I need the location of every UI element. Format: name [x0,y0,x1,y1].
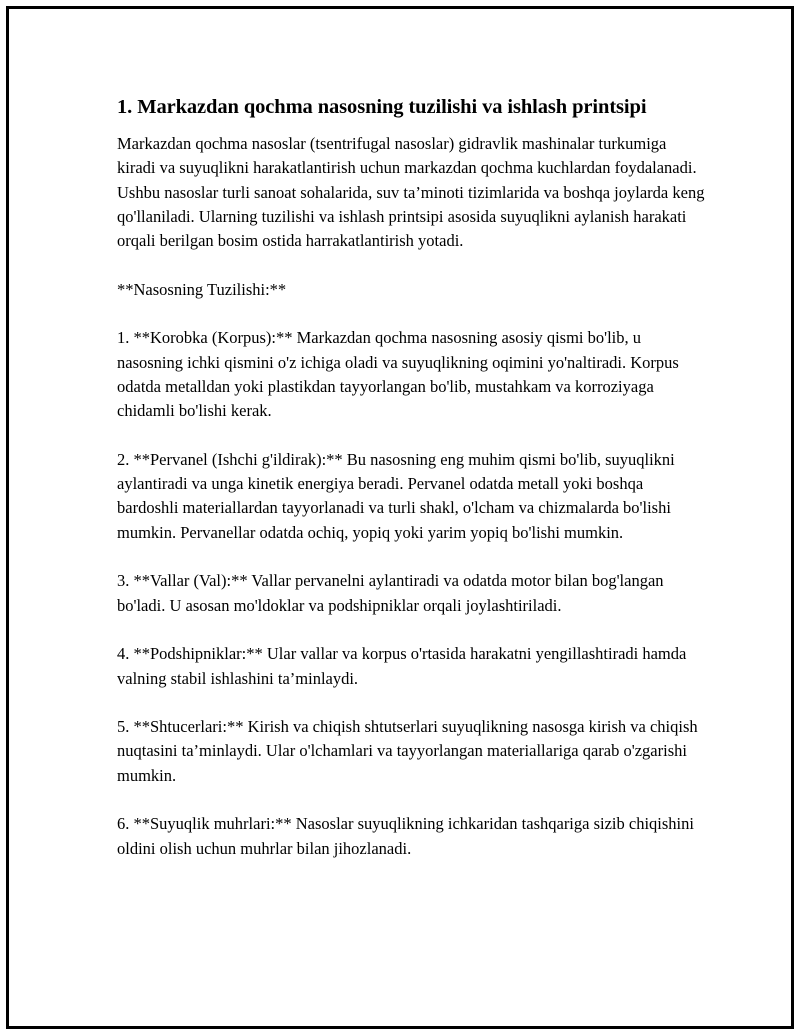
document-body [117,94,707,861]
intro-paragraph: Markazdan qochma nasoslar (tsentrifugal nasoslar) gidravlik mashinalar turkumiga kiradi va suyuqlikni harakatlantirish uchun markazdan qochma kuchlardan foydalanadi. Ushbu nasoslar turli sanoat sohalarida, suv ta’minoti tizimlarida va boshqa joylarda keng qo'llaniladi. Ularning tuzilishi va ishlash printsipi asosida suyuqlikni aylanish harakati orqali berilgan bosim ostida harrakatlantirish yotadi. [117,134,705,251]
list-item-podshipniklar: 4. **Podshipniklar:** Ular vallar va korpus o'rtasida harakatni yengillashtiradi hamda valning stabil ishlashini ta’minlaydi. [117,644,687,688]
section-heading: **Nasosning Tuzilishi:** [117,279,287,299]
list-item-shtucerlari: 5. **Shtucerlari:** Kirish va chiqish shtutserlari suyuqlikning nasosga kirish va chiqish nuqtasini ta’minlaydi. Ular o'lchamlari va tayyorlangan materiallariga qarab o'zgarishi mumkin. [117,717,698,785]
list-item-korpus: 1. **Korobka (Korpus):** Markazdan qochma nasosning asosiy qismi bo'lib, u nasosning ichki qismini o'z ichiga oladi va suyuqlikning oqimini yo'naltiradi. Korpus odatda metalldan yoki plastikdan tayyorlangan bo'lib, mustahkam va korroziyaga chidamli bo'lishi kerak. [117,328,679,421]
list-item-muhrlari: 6. **Suyuqlik muhrlari:** Nasoslar suyuqlikning ichkaridan tashqariga sizib chiqishini oldini olish uchun muhrlar bilan jihozlanadi. [117,814,694,858]
document-title: 1. Markazdan qochma nasosning tuzilishi va ishlash printsipi [117,96,647,118]
list-item-vallar: 3. **Vallar (Val):** Vallar pervanelni aylantiradi va odatda motor bilan bog'langan bo'ladi. U asosan mo'ldoklar va podshipniklar orqali joylashtiriladi. [117,571,664,615]
list-item-pervanel: 2. **Pervanel (Ishchi g'ildirak):** Bu nasosning eng muhim qismi bo'lib, suyuqlikni aylantiradi va unga kinetik energiya beradi. Pervanel odatda metall yoki boshqa bardoshli materiallardan tayyorlanadi va turli shakl, o'lcham va chizmalarda bo'lishi mumkin. Pervanellar odatda ochiq, yopiq yoki yarim yopiq bo'lishi mumkin. [117,449,675,542]
